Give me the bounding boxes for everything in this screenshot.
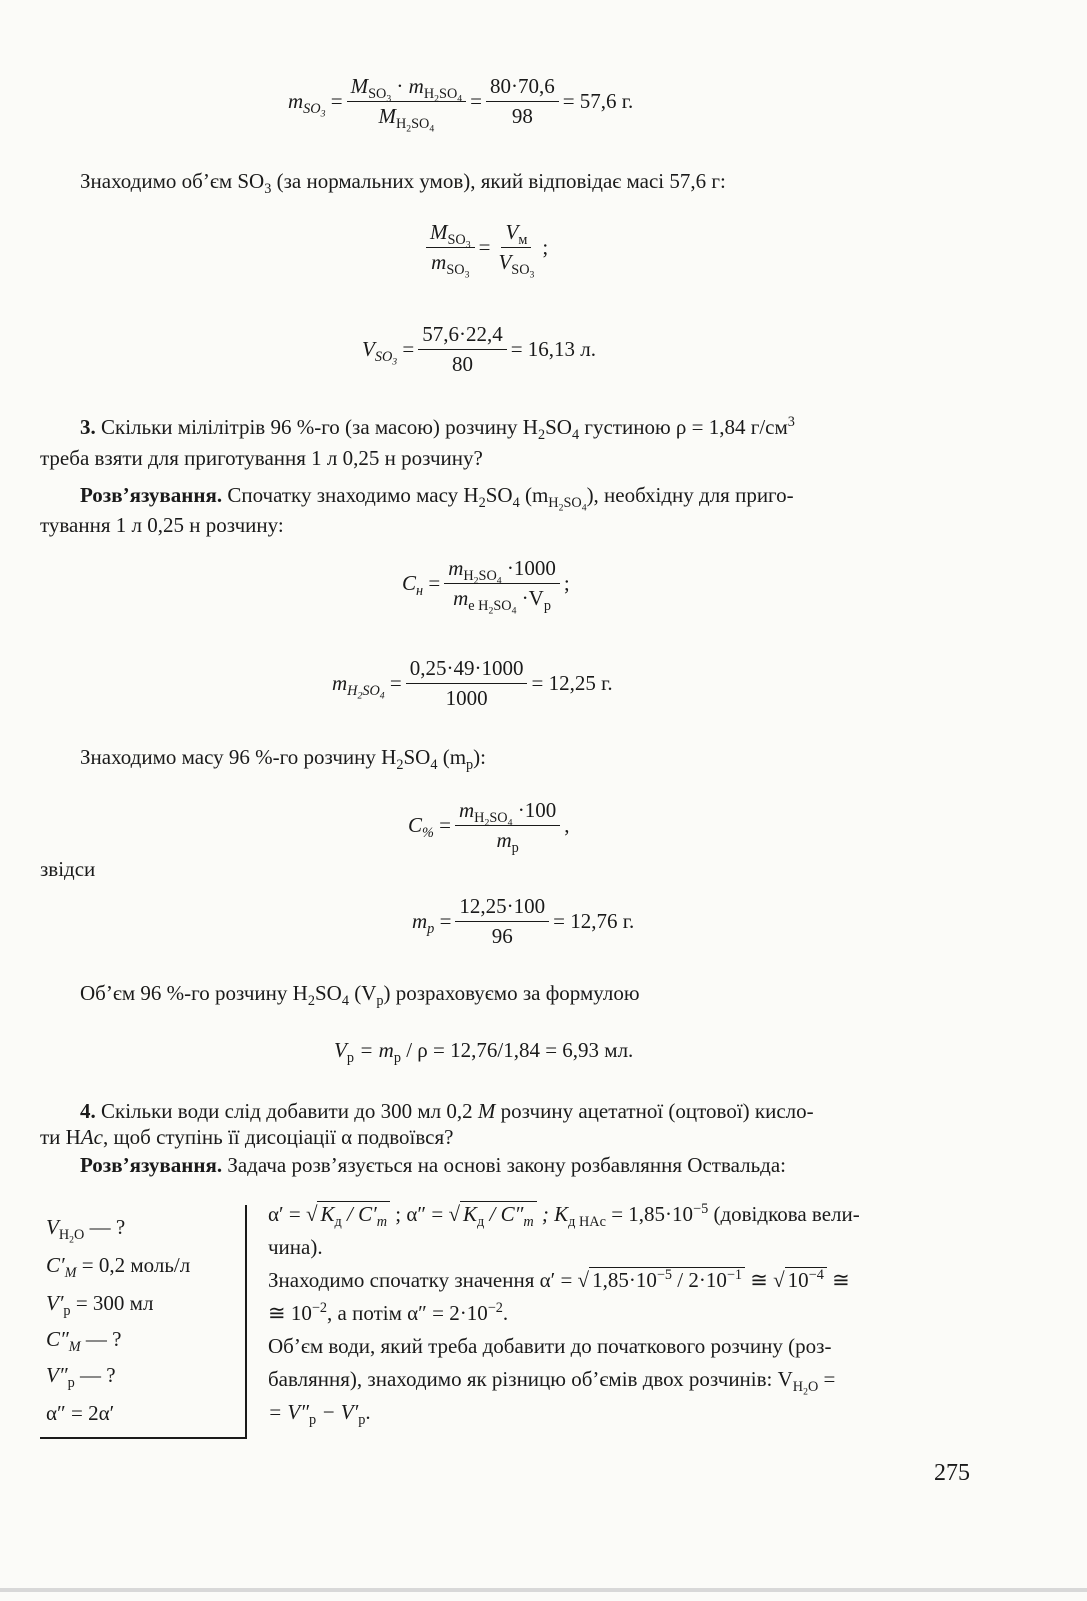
task-3-line-2: треба взяти для приготування 1 л 0,25 н розчину?	[40, 446, 483, 470]
solution-4: Розв’язування. Задача розв’язується на основі закону розбавляння Оствальда:	[80, 1153, 786, 1177]
formula-mass-p: $m_р$ = $\frac{12,25\cdot 100}{96}$ = 12,76 г.	[412, 894, 635, 948]
task-4: 4. Скільки води слід добавити до 300 мл 0,2 M розчину ацетатної (оцтової) кисло-	[80, 1099, 814, 1123]
formula-percent: $C_{\%}$ = $\frac{m_{H_2SO_4} \cdot 100}{m_р}$ ,	[408, 798, 570, 857]
solution-4-body	[268, 1198, 980, 1429]
solution-line-5: Об’єм води, який треба добавити до початкового розчину (роз-	[268, 1334, 832, 1358]
solution-line-1: α′ = √ $K_д / C'_m$ ; α″ = √ $K_д / C''_m$ ; $K_{д HAc} = 1,85\cdot 10^{-5}$ (довідкова вели-	[268, 1201, 860, 1230]
given-5: $V''_р$ — ?	[46, 1363, 116, 1391]
formula-ratio: $\frac{M_{SO_3}}{m_{SO_3}}$ = $\frac{V_м}{V_{SO_3}}$ ;	[422, 220, 548, 276]
fraction-2: $\frac{80\cdot 70,6}{98}$	[486, 74, 559, 129]
formula-volume-p: $V_р = m_р / \rho = 12,76/1,84 = 6,93$ мл.	[334, 1038, 634, 1066]
solution-line-6: бавляння), знаходимо як різницю об’ємів двох розчинів: $V_{H_2O}$ =	[268, 1367, 836, 1398]
formula-normality: $C_н$ = $\frac{m_{H_2SO_4} \cdot 1000}{m_{е H_2SO_4} \cdot V_р}$ ;	[402, 556, 570, 617]
given-6: α″ = 2α′	[46, 1401, 115, 1425]
formula-lhs: $m_{SO_3}$	[288, 89, 326, 120]
fraction-1: $\frac{M_{SO_3} \cdot m_{H_2SO_4}}{M_{H_2SO_4}}$	[347, 74, 467, 130]
word-zvidsy: звідси	[40, 857, 96, 881]
formula-mass-so3: $m_{SO_3}$ = $\frac{M_{SO_3} \cdot m_{H_2SO_4}}{M_{H_2SO_4}}$ = $\frac{80\cdot 70,6}{98}$ = 57,6 г.	[288, 74, 634, 135]
solution-line-2: чина).	[268, 1235, 323, 1259]
paragraph-volume-solution: Об’єм 96 %-го розчину $H_2SO_4$ $(V_р)$ розраховуємо за формулою	[80, 981, 640, 1009]
formula-mass-h2so4: $m_{H_2SO_4}$ = $\frac{0,25\cdot 49\cdot 1000}{1000}$ = 12,25 г.	[332, 656, 613, 710]
page-number: 275	[934, 1460, 970, 1486]
solution-line-7: = $V''_р - V'_р$.	[268, 1400, 371, 1428]
task-3: 3. Скільки мілілітрів 96 %-го (за масою) розчину $H_2SO_4$ густиною ρ = 1,84 $г/см^3$	[80, 414, 795, 443]
given-box	[40, 1205, 247, 1439]
task-4-line-2: ти HAc, щоб ступінь її дисоціації α подвоївся?	[40, 1125, 454, 1149]
given-1: $V_{H_2O}$ — ?	[46, 1215, 126, 1246]
paragraph-mass-solution: Знаходимо масу 96 %-го розчину $H_2SO_4$ $(m_р)$:	[80, 745, 486, 773]
solution-3-line-2: тування 1 л 0,25 н розчину:	[40, 513, 284, 537]
solution-line-4: ≅ $10^{-2}$, а потім $\alpha'' = 2\cdot 10^{-2}$.	[268, 1300, 509, 1325]
solution-3: Розв’язування. Спочатку знаходимо масу $H_2SO_4$ $(m_{H_2SO_4})$, необхідну для приго-	[80, 483, 794, 514]
given-2: $C'_M = 0,2$ моль/л	[46, 1253, 191, 1281]
formula-volume-so3: $V_{SO_3}$ = $\frac{57,6\cdot 22,4}{80}$ = 16,13 л.	[362, 322, 597, 376]
solution-line-3: Знаходимо спочатку значення α′ = √ $1,85\cdot 10^{-5} / 2\cdot 10^{-1}$ ≅ √ $10^{-4}$ ≅	[268, 1267, 850, 1292]
paragraph-volume-so3: Знаходимо об’єм $SO_3$ (за нормальних умов), який відповідає масі 57,6 г:	[80, 169, 726, 197]
scan-edge	[0, 1588, 1087, 1592]
given-4: $C''_M$ — ?	[46, 1327, 122, 1355]
given-3: $V'_р = 300$ мл	[46, 1291, 154, 1319]
